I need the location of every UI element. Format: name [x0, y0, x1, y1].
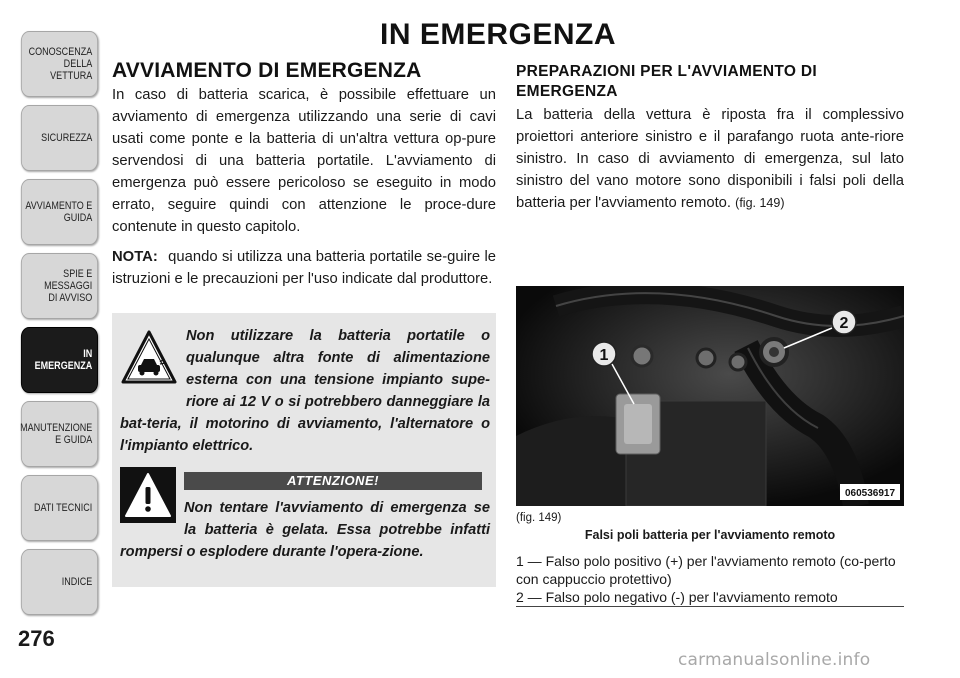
- note-label: NOTA:: [112, 249, 158, 265]
- tab-sicurezza[interactable]: SICUREZZA: [21, 105, 98, 171]
- callout-1: 1: [599, 347, 609, 364]
- engine-bay-photo: [516, 286, 904, 506]
- tab-manutenzione-e-guida[interactable]: MANUTENZIONE E GUIDA: [21, 401, 98, 467]
- tab-spie-e-messaggi[interactable]: SPIE E MESSAGGI DI AVVISO: [21, 253, 98, 319]
- page-number: 276: [18, 626, 55, 651]
- section-heading-preparazioni: PREPARAZIONI PER L'AVVIAMENTO DI EMERGENZA: [516, 63, 817, 100]
- callout-2: 2: [839, 315, 849, 332]
- tab-conoscenza-della-vettura[interactable]: CONOSCENZA DELLA VETTURA: [21, 31, 98, 97]
- attention-content: [120, 497, 490, 563]
- right-column: [516, 62, 904, 214]
- tab-in-emergenza[interactable]: IN EMERGENZA: [21, 327, 98, 393]
- figure-caption: Falsi poli batteria per l'avviamento remoto: [584, 528, 836, 542]
- note-text: quando si utilizza una batteria portatile se-guire le istruzioni e le precauzioni per l'uso indicate dal produttore.: [112, 249, 496, 287]
- car-warning-icon: [120, 329, 178, 394]
- section-heading-avviamento: AVVIAMENTO DI EMERGENZA: [112, 59, 422, 82]
- left-column: [112, 58, 496, 290]
- chapter-tabs: [0, 0, 100, 678]
- caution-text: Non utilizzare la batteria portatile o qualunque altra fonte di alimentazione esterna con una tensione impianto supe-riore ai 12 V o si potrebbero danneggiare la bat-teria, il motorino di avviamento, l'alternatore o l'impianto elettrico.: [120, 328, 490, 454]
- tab-avviamento-e-guida[interactable]: AVVIAMENTO E GUIDA: [21, 179, 98, 245]
- figure-legend: [516, 552, 904, 607]
- tab-indice[interactable]: INDICE: [21, 549, 98, 615]
- intro-paragraph: In caso di batteria scarica, è possibile effettuare un avviamento di emergenza utilizzando una serie di cavi usati come ponte e la batteria di un'altra vettura op-pure servendosi di una batteria portatile. L'avviamento di emergenza può essere pericoloso se eseguito in modo errato, seguire quindi con attenzione le proce-dure contenute in questo capitolo.: [112, 87, 496, 235]
- caution-content: [120, 325, 490, 457]
- figure-label: (fig. 149): [516, 512, 562, 524]
- attention-title: ATTENZIONE!: [184, 472, 482, 490]
- figure-reference: (fig. 149): [735, 196, 785, 210]
- page-title: IN EMERGENZA: [380, 18, 617, 51]
- note-paragraph: [112, 246, 496, 290]
- preparazioni-paragraph: [516, 104, 904, 214]
- warning-triangle-icon: [120, 467, 176, 530]
- attention-text: Non tentare l'avviamento di emergenza se la batteria è gelata. Essa potrebbe infatti rompersi o esplodere durante l'opera-zione.: [120, 500, 490, 560]
- figure-code: 060536917: [844, 488, 896, 499]
- legend-item-2: 2 — Falso polo negativo (-) per l'avviamento remoto: [516, 588, 904, 607]
- tab-dati-tecnici[interactable]: DATI TECNICI: [21, 475, 98, 541]
- warning-box: [112, 313, 496, 587]
- preparazioni-text: La batteria della vettura è riposta fra il complessivo proiettori anteriore sinistro e il parafango ruota ante-riore sinistro. In caso di avviamento di emergenza, sul lato sinistro del vano motore sono disponibili i falsi poli della batteria per l'avviamento remoto.: [516, 107, 904, 211]
- caution-block: [120, 325, 490, 457]
- legend-item-1: 1 — Falso polo positivo (+) per l'avviamento remoto (co-perto con cappuccio protettivo): [516, 553, 896, 587]
- watermark: carmanualsonline.info: [678, 650, 871, 670]
- attention-block: [120, 497, 490, 563]
